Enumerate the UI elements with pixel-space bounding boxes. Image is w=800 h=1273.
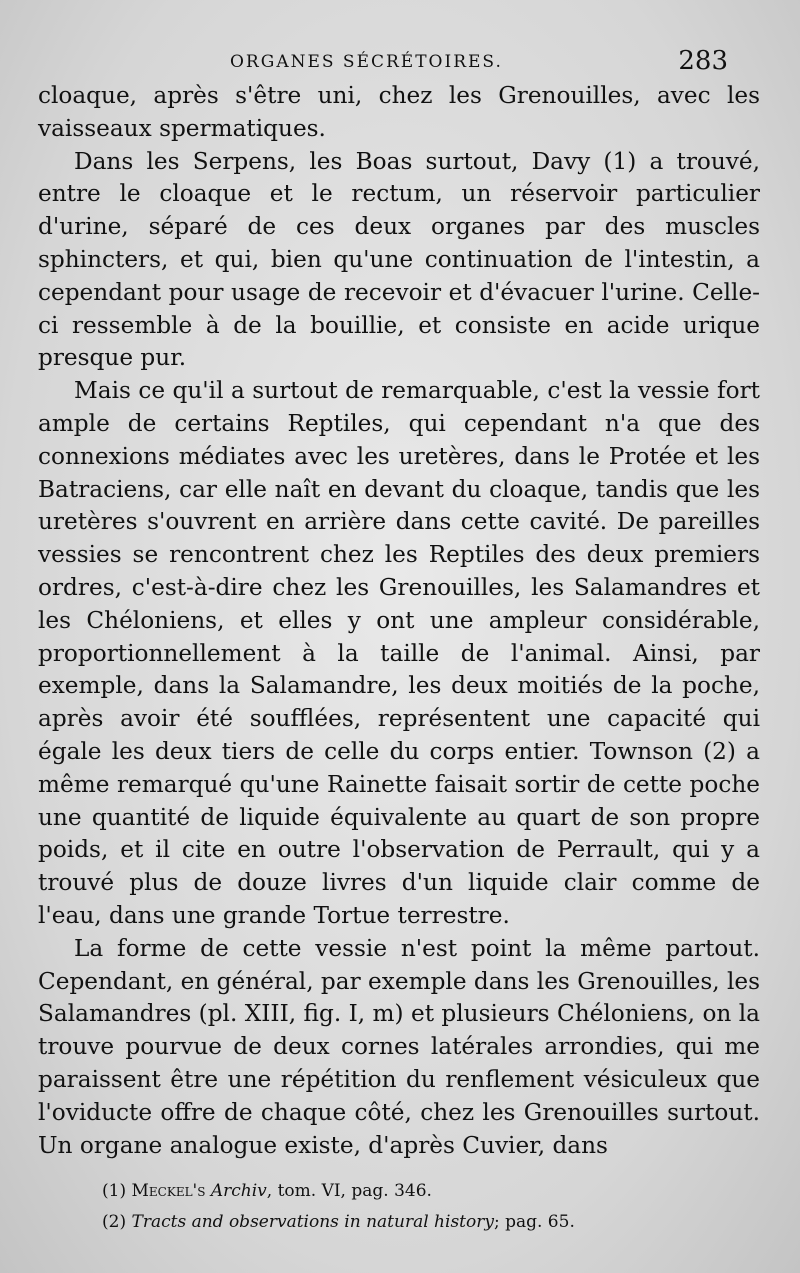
footnote-marker: (1) <box>102 1181 127 1201</box>
paragraph-continuation: cloaque, après s'être uni, chez les Grenouilles, avec les vaisseaux spermatiques. <box>38 82 760 142</box>
running-title: ORGANES SÉCRÉTOIRES. <box>230 52 503 72</box>
page-header <box>40 46 728 80</box>
footnote-rest: , tom. VI, pag. 346. <box>266 1181 432 1201</box>
paragraph-forme: La forme de cette vessie n'est point la même partout. Cependant, en général, par exemple dans les Grenouilles, les Salamandres (pl. XIII, fig. I, m) et plusieurs Chéloniens, on la trouve pourvue de deux cornes latérales arrondies, qui me paraissent être une répétition du renflement vésiculeux que l'oviducte offre de chaque côté, chez les Grenouilles surtout. Un organe analogue existe, d'après Cuvier, dans <box>38 934 761 1159</box>
footnote-author: Meckel's <box>131 1181 206 1201</box>
footnotes <box>102 1176 742 1238</box>
page-number: 283 <box>678 46 728 76</box>
body-text <box>38 80 760 1162</box>
footnote-work: Archiv <box>210 1181 267 1201</box>
footnote-1 <box>102 1176 742 1207</box>
footnote-work: Tracts and observations in natural history <box>131 1212 494 1232</box>
paragraph-vessie: Mais ce qu'il a surtout de remarquable, c'est la vessie fort ample de certains Reptiles, qui cependant n'a que des connexions médiates avec les uretères, dans le Protée et les Batraciens, car elle naît en devant du cloaque, tandis que les uretères s'ouvrent en arrière dans cette cavité. De pareilles vessies se rencontrent chez les Reptiles des deux premiers ordres, c'est-à-dire chez les Grenouilles, les Salamandres et les Chéloniens, et elles y ont une ampleur considérable, proportionnellement à la taille de l'animal. Ainsi, par exemple, dans la Salamandre, les deux moitiés de la poche, après avoir été soufflées, représentent une capacité qui égale les deux tiers de celle du corps entier. Townson (2) a même remarqué qu'une Rainette faisait sortir de cette poche une quantité de liquide équivalente au quart de son propre poids, et il cite en outre l'observation de Perrault, qui y a trouvé plus de douze livres d'un liquide clair comme de l'eau, dans une grande Tortue terrestre. <box>38 377 760 929</box>
footnote-2 <box>102 1207 742 1238</box>
footnote-rest: ; pag. 65. <box>493 1212 575 1232</box>
paragraph-serpens: Dans les Serpens, les Boas surtout, Davy (1) a trouvé, entre le cloaque et le rectum, un réservoir particulier d'urine, séparé de ces deux organes par des muscles sphincters, et qui, bien qu'une continuation de l'intestin, a cependant pour usage de recevoir et d'évacuer l'urine. Celle-ci ressemble à de la bouillie, et consiste en acide urique presque pur. <box>38 147 760 372</box>
footnote-marker: (2) <box>102 1212 127 1232</box>
